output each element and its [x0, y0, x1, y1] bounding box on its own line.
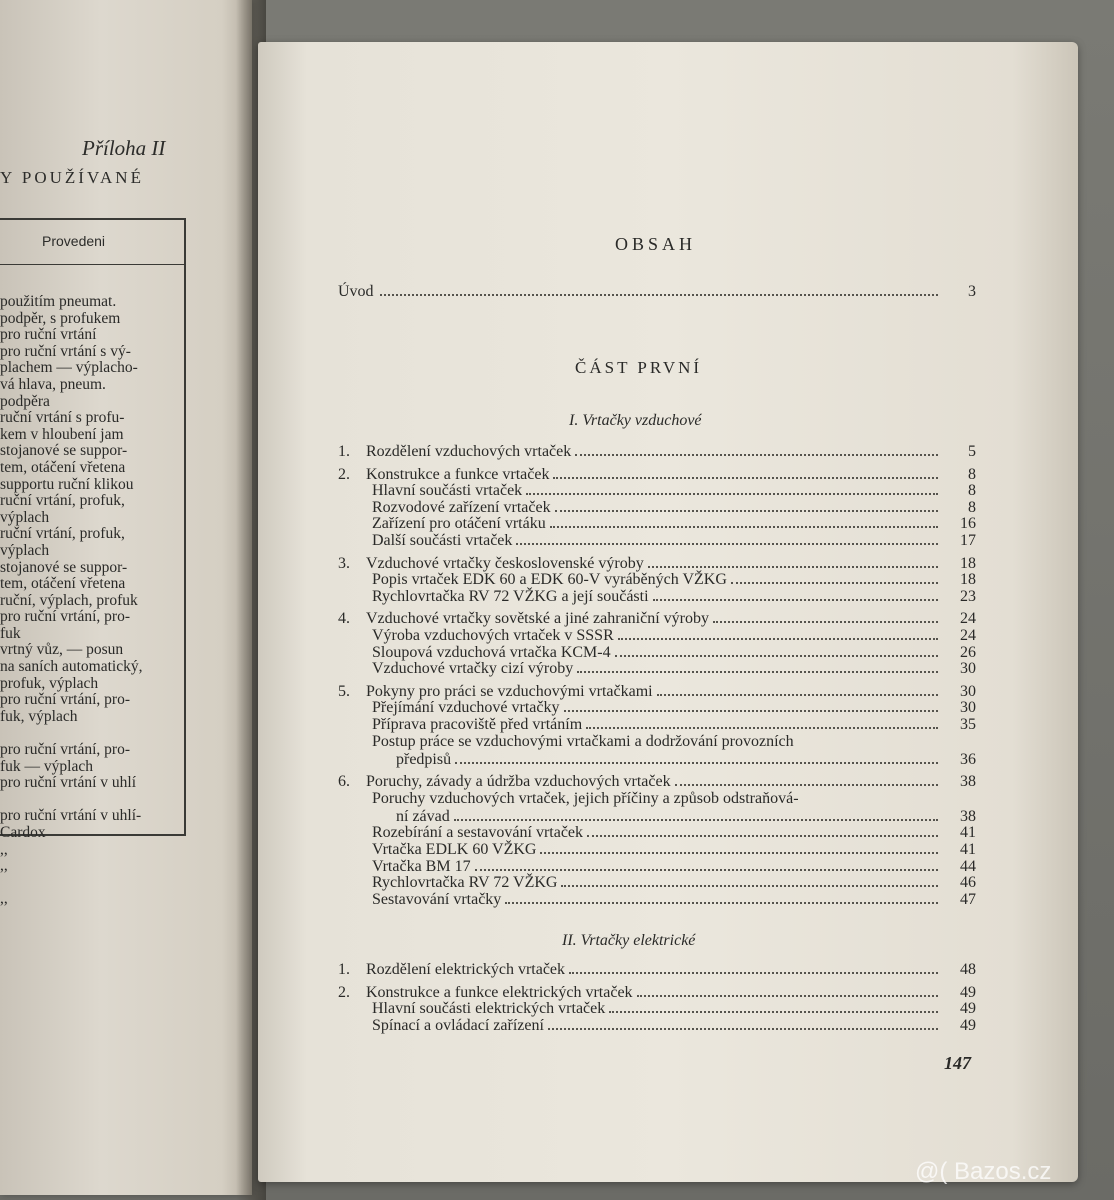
toc-entry-number: 1.: [338, 443, 350, 460]
toc-entry-page: 8: [968, 482, 976, 500]
toc-entry-label: Výroba vzduchových vrtaček v SSSR: [372, 627, 614, 644]
table-cell-line: výplach: [0, 542, 50, 559]
toc-entry: [338, 515, 976, 532]
leader-dots: [553, 477, 938, 479]
leader-dots: [569, 972, 938, 974]
toc-entry-page: 8: [968, 465, 976, 483]
leader-dots: [564, 710, 938, 712]
toc-entry-label: Konstrukce a funkce vrtaček: [366, 465, 550, 483]
leader-dots: [575, 454, 938, 456]
toc-entry-label: Úvod: [338, 283, 374, 300]
table-cell-line: [0, 725, 186, 742]
leader-dots: [653, 599, 938, 601]
toc-entry-label: Vzduchové vrtačky cizí výroby: [372, 660, 574, 678]
table-cell-line: fuk: [0, 625, 21, 642]
toc-entry-label: Rozvodové zařízení vrtaček: [372, 498, 551, 516]
toc-entry: [338, 482, 976, 499]
toc-entry-page: 30: [960, 682, 976, 700]
toc-entry-page: 24: [960, 610, 976, 628]
toc-entry-page: 49: [960, 983, 976, 1001]
toc-entry: [338, 1017, 976, 1034]
leader-dots: [516, 543, 938, 545]
table-cell-line: použitím pneumat.: [0, 294, 117, 310]
toc-entry-page: 49: [960, 1000, 976, 1018]
toc-entry: [338, 588, 976, 605]
table-cell-line: Cardox: [0, 825, 46, 841]
page-number: 147: [944, 1053, 971, 1073]
leader-dots: [637, 995, 938, 997]
section-title-electric: II. Vrtačky elektrické: [562, 932, 696, 949]
toc-entry-label: předpisů: [396, 750, 452, 768]
toc-entry: [338, 683, 976, 700]
table-cell-line: pro ruční vrtání: [0, 327, 97, 344]
watermark: @( Bazos.cz: [915, 1158, 1052, 1185]
column-header: Provedeni: [42, 233, 106, 249]
table-cell-line: fuk, výplach: [0, 708, 78, 725]
table-cell-line: kem v hloubení jam: [0, 426, 124, 443]
toc-entry-page: 41: [960, 824, 976, 842]
toc-entry-number: 5.: [338, 682, 350, 700]
toc-entry-label: Sloupová vzduchová vrtačka KCM-4: [372, 643, 611, 661]
table-cell-line: pro ruční vrtání s vý-: [0, 343, 131, 360]
table-cell-lines: [0, 294, 186, 908]
leader-dots: [455, 762, 938, 764]
toc-entry: [338, 751, 976, 768]
table-cell-line: tem, otáčení vřetena: [0, 576, 126, 593]
toc-entry-label: Rozdělení vzduchových vrtaček: [366, 443, 572, 460]
toc-entry-intro: [338, 283, 976, 300]
toc-entry: [338, 824, 976, 841]
leader-dots: [713, 621, 938, 623]
toc-entry-label: Postup práce se vzduchovými vrtačkami a dodržování provozních: [372, 732, 794, 750]
toc-entry-label: Pokyny pro práci se vzduchovými vrtačkami: [366, 682, 653, 700]
table-cell-line: plachem — výplacho-: [0, 360, 138, 377]
table-heading: Y POUŽÍVANÉ: [0, 168, 144, 187]
table-cell-line: [0, 792, 186, 809]
toc-entry-page: 18: [960, 554, 976, 572]
leader-dots: [731, 582, 938, 584]
toc-entry-label: Přejímání vzduchové vrtačky: [372, 699, 560, 717]
table-cell-line: ,,: [0, 841, 8, 858]
toc-entry: [338, 532, 976, 549]
table-cell-line: [0, 875, 186, 892]
table-cell-line: vrtný vůz, — posun: [0, 642, 124, 659]
toc-entry: [338, 961, 976, 978]
toc-entry-page: 23: [960, 587, 976, 605]
toc-entry-page: 26: [960, 643, 976, 661]
toc-entry-number: 2.: [338, 983, 350, 1001]
toc-entry: [338, 660, 976, 677]
toc-entry-page: 46: [960, 874, 976, 892]
toc-entry-number: 1.: [338, 961, 350, 978]
toc-entry-label: Rozdělení elektrických vrtaček: [366, 961, 566, 978]
table-cell-line: ,,: [0, 891, 8, 908]
toc-entry-page: 24: [960, 627, 976, 644]
toc-entry: [338, 466, 976, 483]
table-cell-line: vá hlava, pneum.: [0, 376, 106, 393]
toc-entry: [338, 555, 976, 572]
table-cell-line: ruční vrtání s profu-: [0, 410, 125, 427]
toc-entry-page: 36: [960, 750, 976, 768]
toc-entry-number: 6.: [338, 773, 350, 791]
toc-entry-label: Vzduchové vrtačky sovětské a jiné zahraniční výroby: [366, 610, 709, 628]
toc-entry: [338, 627, 976, 644]
table-cell-line: ,,: [0, 858, 8, 875]
toc-entry: [338, 984, 976, 1001]
leader-dots: [657, 694, 938, 696]
toc-entry-label: Poruchy vzduchových vrtaček, jejich příčiny a způsob odstraňová-: [372, 789, 799, 807]
table-cell-line: pro ruční vrtání, pro-: [0, 609, 130, 626]
toc-entry: [338, 644, 976, 661]
toc-entry-label: Vrtačka EDLK 60 VŽKG: [372, 841, 537, 858]
toc-entry-page: 44: [960, 857, 976, 875]
toc-entry-label: Vzduchové vrtačky československé výroby: [366, 554, 644, 572]
toc-entry-page: 47: [960, 890, 976, 908]
toc-entry-label: Příprava pracoviště před vrtáním: [372, 716, 583, 733]
toc-entry-page: 16: [960, 515, 976, 533]
leader-dots: [540, 852, 938, 854]
toc-entry-page: 38: [960, 807, 976, 825]
leader-dots: [561, 885, 938, 887]
toc-entry-label: Zařízení pro otáčení vrtáku: [372, 515, 546, 533]
toc-entry-label: Vrtačka BM 17: [372, 857, 471, 875]
leader-dots: [550, 526, 938, 528]
table-cell-line: ruční vrtání, profuk,: [0, 526, 125, 543]
table-cell-line: fuk — výplach: [0, 758, 93, 775]
toc-entry: [338, 571, 976, 588]
table-cell-line: podpěr, s profukem: [0, 310, 121, 327]
table-cell-line: pro ruční vrtání, pro-: [0, 692, 130, 709]
toc-entry-page: 41: [960, 841, 976, 858]
table-cell-line: ruční, výplach, profuk: [0, 592, 138, 609]
toc-entry-label: Spínací a ovládací zařízení: [372, 1016, 544, 1034]
toc-entry: [338, 610, 976, 627]
leader-dots: [618, 638, 938, 640]
toc-entry-label: Rozebírání a sestavování vrtaček: [372, 824, 584, 842]
leader-dots: [648, 566, 938, 568]
leader-dots: [675, 784, 938, 786]
toc-entry: [338, 874, 976, 891]
toc-entry-label: Konstrukce a funkce elektrických vrtaček: [366, 983, 633, 1001]
table-cell-line: na saních automatický,: [0, 659, 143, 676]
toc-entry-label: Rychlovrtačka RV 72 VŽKG: [372, 874, 558, 892]
toc-entry-page: 30: [960, 699, 976, 717]
toc-entry: [338, 773, 976, 790]
table-cell-line: supportu ruční klikou: [0, 476, 134, 493]
table-cell-line: stojanové se suppor-: [0, 559, 128, 576]
toc-entry-page: 17: [960, 532, 976, 549]
leader-dots: [380, 294, 938, 296]
table-cell-line: profuk, výplach: [0, 675, 99, 692]
toc-entry-label: Hlavní součásti vrtaček: [372, 482, 523, 500]
leader-dots: [475, 869, 938, 871]
toc-entry: [338, 808, 976, 825]
toc-entry-label: Další součásti vrtaček: [372, 532, 513, 549]
leader-dots: [526, 493, 938, 495]
toc-entry-page: 3: [968, 283, 976, 300]
leader-dots: [609, 1011, 938, 1013]
toc-entry-label: Poruchy, závady a údržba vzduchových vrtaček: [366, 773, 671, 791]
left-page: [0, 0, 252, 1195]
toc-entry-page: 35: [960, 716, 976, 733]
toc-entry-page: 38: [960, 773, 976, 791]
table-cell-line: pro ruční vrtání, pro-: [0, 742, 130, 759]
toc-entry-page: 48: [960, 961, 976, 978]
table-cell-line: pro ruční vrtání v uhlí: [0, 775, 137, 792]
toc-entry-page: 18: [960, 571, 976, 589]
toc-entry-page: 30: [960, 660, 976, 678]
toc-entry: [338, 858, 976, 875]
table-cell-line: stojanové se suppor-: [0, 443, 128, 460]
toc-entry-label: Hlavní součásti elektrických vrtaček: [372, 1000, 606, 1018]
leader-dots: [587, 835, 938, 837]
toc-entry: [338, 841, 976, 858]
toc-entry: [338, 443, 976, 460]
table-cell-line: tem, otáčení vřetena: [0, 459, 126, 476]
toc-entry-page: 5: [968, 443, 976, 460]
appendix-heading: Příloha II: [82, 136, 166, 160]
toc-entry-label: Sestavování vrtačky: [372, 890, 502, 908]
toc-entry: [338, 699, 976, 716]
part-title: ČÁST PRVNÍ: [575, 358, 703, 377]
toc-entry-label: Popis vrtaček EDK 60 a EDK 60-V vyráběných VŽKG: [372, 571, 727, 589]
toc-title: OBSAH: [615, 234, 697, 254]
toc-entry-label: ní závad: [396, 807, 450, 825]
toc-entry-number: 2.: [338, 465, 350, 483]
toc-entry: [338, 891, 976, 908]
leader-dots: [586, 727, 938, 729]
leader-dots: [555, 510, 938, 512]
toc-entry: [338, 716, 976, 733]
section-title-air: I. Vrtačky vzduchové: [569, 412, 702, 429]
table-cell-line: podpěra: [0, 393, 50, 410]
toc-entry-page: 49: [960, 1016, 976, 1034]
toc-entry-number: 4.: [338, 610, 350, 628]
leader-dots: [577, 671, 938, 673]
leader-dots: [454, 819, 938, 821]
table-cell-line: výplach: [0, 509, 50, 526]
leader-dots: [548, 1028, 938, 1030]
table-cell-line: pro ruční vrtání v uhlí-: [0, 808, 142, 825]
toc-entry-page: 8: [968, 498, 976, 516]
leader-dots: [615, 655, 938, 657]
table-cell-line: ruční vrtání, profuk,: [0, 493, 125, 510]
toc-entry: [338, 499, 976, 516]
toc-entry: [338, 1000, 976, 1017]
toc-entry-number: 3.: [338, 554, 350, 572]
toc-entry-label: Rychlovrtačka RV 72 VŽKG a její součásti: [372, 587, 649, 605]
leader-dots: [505, 902, 938, 904]
